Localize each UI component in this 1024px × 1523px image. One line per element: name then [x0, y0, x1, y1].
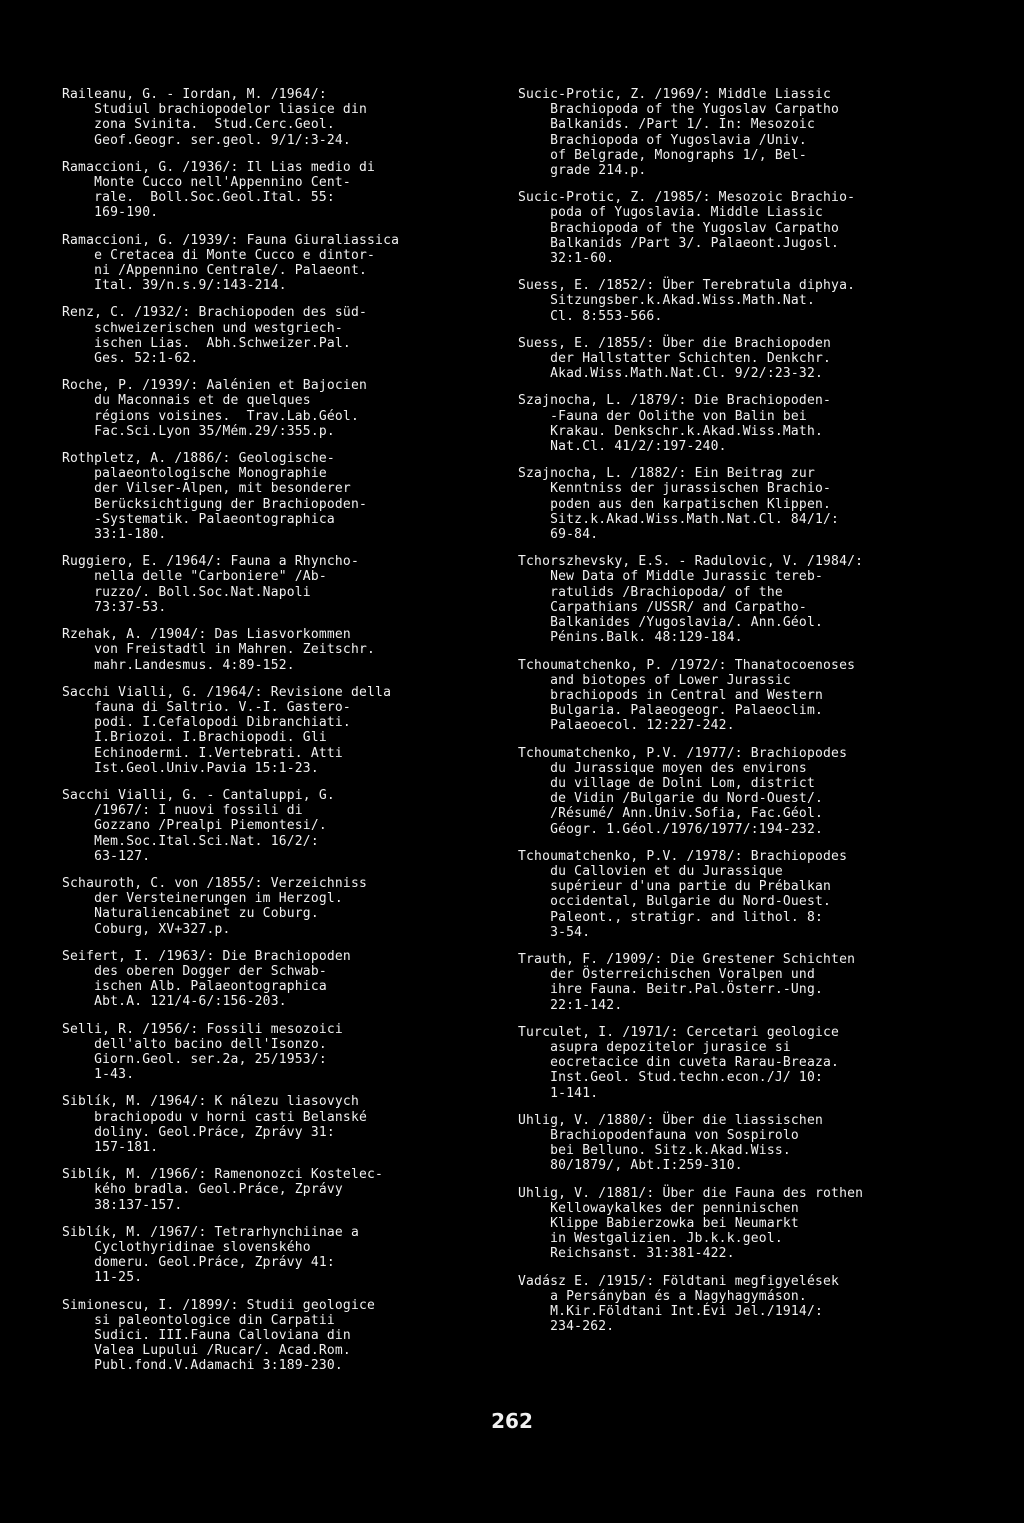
- bibliography-entry: Tchoumatchenko, P.V. /1977/: Brachiopodes du Jurassique moyen des environs du village de Dolni Lom, district de Vidin /Bulgarie du Nord-Ouest/. /Résumé/ Ann.Univ.Sofia, Fac.Géol. Géogr. 1.Géol./1976/1977/:194-232.: [518, 745, 848, 837]
- bibliography-entry: Tchoumatchenko, P. /1972/: Thanatocoenoses and biotopes of Lower Jurassic brachiopods in Central and Western Bulgaria. Palaeogeogr. Palaeoclim. Palaeoecol. 12:227-242.: [518, 657, 856, 734]
- bibliography-entry: Vadász E. /1915/: Földtani megfigyelések a Persányban és a Nagyhagymáson. M.Kir.Földtani Int.Évi Jel./1914/: 234-262.: [518, 1273, 840, 1335]
- bibliography-entry: Renz, C. /1932/: Brachiopoden des süd- schweizerischen und westgriech- ischen Lias. Abh.Schweizer.Pal. Ges. 52:1-62.: [62, 305, 368, 367]
- bibliography-entry: Uhlig, V. /1880/: Über die liassischen Brachiopodenfauna von Sospirolo bei Belluno. Sitz.k.Akad.Wiss. 80/1879/, Abt.I:259-310.: [518, 1112, 824, 1174]
- bibliography-entry: Sacchi Vialli, G. /1964/: Revisione della fauna di Saltrio. V.-I. Gastero- podi. I.Cefalopodi Dibranchiati. I.Briozoi. I.Brachiopodi. Gli Echinodermi. I.Vertebrati. Atti Ist.Geol.Univ.Pavia 15:1-23.: [62, 684, 392, 776]
- bibliography-entry: Roche, P. /1939/: Aalénien et Bajocien du Maconnais et de quelques régions voisines. Trav.Lab.Géol. Fac.Sci.Lyon 35/Mém.29/:355.p.: [62, 378, 368, 439]
- bibliography-entry: Suess, E. /1852/: Über Terebratula diphya. Sitzungsber.k.Akad.Wiss.Math.Nat. Cl. 8:553-566.: [518, 278, 856, 324]
- bibliography-entry: Siblík, M. /1966/: Ramenonozci Kostelec- kého bradla. Geol.Práce, Zprávy 38:137-157.: [62, 1167, 384, 1213]
- bibliography-entry: Selli, R. /1956/: Fossili mesozoici dell'alto bacino dell'Isonzo. Giorn.Geol. ser.2a, 25/1953/: 1-43.: [62, 1021, 343, 1083]
- bibliography-entry: Ramaccioni, G. /1939/: Fauna Giuraliassica e Cretacea di Monte Cucco e dintor- ni /Appennino Centrale/. Palaeont. Ital. 39/n.s.9/:143-214.: [62, 232, 400, 294]
- bibliography-entry: Seifert, I. /1963/: Die Brachiopoden des oberen Dogger der Schwab- ischen Alb. Palaeontographica Abt.A. 121/4-6/:156-203.: [62, 948, 351, 1010]
- left-column: [62, 87, 482, 1386]
- bibliography-entry: Uhlig, V. /1881/: Über die Fauna des rothen Kellowaykalkes der penninischen Klippe Babierzowka bei Neumarkt in Westgalizien. Jb.k.k.geol. Reichsanst. 31:381-422.: [518, 1185, 864, 1262]
- bibliography-entry: Siblík, M. /1967/: Tetrarhynchiinae a Cyclothyridinae slovenského domeru. Geol.Práce, Zprávy 41: 11-25.: [62, 1224, 359, 1286]
- bibliography-entry: Ramaccioni, G. /1936/: Il Lias medio di Monte Cucco nell'Appennino Cent- rale. Boll.Soc.Geol.Ital. 55: 169-190.: [62, 159, 376, 221]
- bibliography-entry: Rzehak, A. /1904/: Das Liasvorkommen von Freistadtl in Mahren. Zeitschr. mahr.Landesmus. 4:89-152.: [62, 627, 376, 673]
- bibliography-entry: Schauroth, C. von /1855/: Verzeichniss der Versteinerungen im Herzogl. Naturaliencabinet zu Coburg. Coburg, XV+327.p.: [62, 875, 368, 937]
- bibliography-entry: Sucic-Protic, Z. /1969/: Middle Liassic Brachiopoda of the Yugoslav Carpatho Balkanids. /Part 1/. In: Mesozoic Brachiopoda of Yugoslavia /Univ. of Belgrade, Monographs 1/, Bel- grade 214.p.: [518, 87, 840, 179]
- right-column: [518, 87, 958, 1346]
- bibliography-entry: Simionescu, I. /1899/: Studii geologice si paleontologice din Carpatii Sudici. III.Fauna Calloviana din Valea Lupului /Rucar/. Acad.Rom. Publ.fond.V.Adamachi 3:189-230.: [62, 1297, 376, 1374]
- bibliography-entry: Siblík, M. /1964/: K nálezu liasovych brachiopodu v horni casti Belanské doliny. Geol.Práce, Zprávy 31: 157-181.: [62, 1094, 368, 1155]
- bibliography-entry: Ruggiero, E. /1964/: Fauna a Rhyncho- nella delle "Carboniere" /Ab- ruzzo/. Boll.Soc.Nat.Napoli 73:37-53.: [62, 554, 359, 615]
- page-number: 262: [491, 1409, 533, 1433]
- bibliography-entry: Sucic-Protic, Z. /1985/: Mesozoic Brachio- poda of Yugoslavia. Middle Liassic Brachiopoda of the Yugoslav Carpatho Balkanids /Part 3/. Palaeont.Jugosl. 32:1-60.: [518, 190, 856, 267]
- bibliography-entry: Suess, E. /1855/: Über die Brachiopoden der Hallstatter Schichten. Denkchr. Akad.Wiss.Math.Nat.Cl. 9/2/:23-32.: [518, 335, 832, 382]
- bibliography-entry: Trauth, F. /1909/: Die Grestener Schichten der Österreichischen Voralpen und ihre Fauna. Beitr.Pal.Österr.-Ung. 22:1-142.: [518, 951, 856, 1013]
- bibliography-entry: Szajnocha, L. /1879/: Die Brachiopoden- -Fauna der Oolithe von Balin bei Krakau. Denkschr.k.Akad.Wiss.Math. Nat.Cl. 41/2/:197-240.: [518, 393, 832, 455]
- bibliography-entry: Sacchi Vialli, G. - Cantaluppi, G. /1967/: I nuovi fossili di Gozzano /Prealpi Piemontesi/. Mem.Soc.Ital.Sci.Nat. 16/2/: 63-127.: [62, 787, 335, 864]
- bibliography-entry: Szajnocha, L. /1882/: Ein Beitrag zur Kenntniss der jurassischen Brachio- poden aus den karpatischen Klippen. Sitz.k.Akad.Wiss.Math.Nat.Cl. 84/1/: 69-84.: [518, 466, 840, 543]
- bibliography-entry: Raileanu, G. - Iordan, M. /1964/: Studiul brachiopodelor liasice din zona Svinita. Stud.Cerc.Geol. Geof.Geogr. ser.geol. 9/1/:3-24.: [62, 87, 368, 148]
- bibliography-entry: Rothpletz, A. /1886/: Geologische- palaeontologische Monographie der Vilser-Alpen, mit besonderer Berücksichtigung der Brachiopoden- -Systematik. Palaeontographica 33:1-180.: [62, 451, 368, 543]
- bibliography-entry: Tchorszhevsky, E.S. - Radulovic, V. /1984/: New Data of Middle Jurassic tereb- ratulids /Brachiopoda/ of the Carpathians /USSR/ and Carpatho- Balkanides /Yugoslavia/. Ann.Géol. Pénins.Balk. 48:129-184.: [518, 554, 864, 646]
- bibliography-entry: Tchoumatchenko, P.V. /1978/: Brachiopodes du Callovien et du Jurassique supérieur d'una partie du Prébalkan occidental, Bulgarie du Nord-Ouest. Paleont., stratigr. and lithol. 8: 3-54.: [518, 848, 848, 940]
- bibliography-entry: Turculet, I. /1971/: Cercetari geologice asupra depozitelor jurasice si eocretacice din cuveta Rarau-Breaza. Inst.Geol. Stud.techn.econ./J/ 10: 1-141.: [518, 1024, 840, 1101]
